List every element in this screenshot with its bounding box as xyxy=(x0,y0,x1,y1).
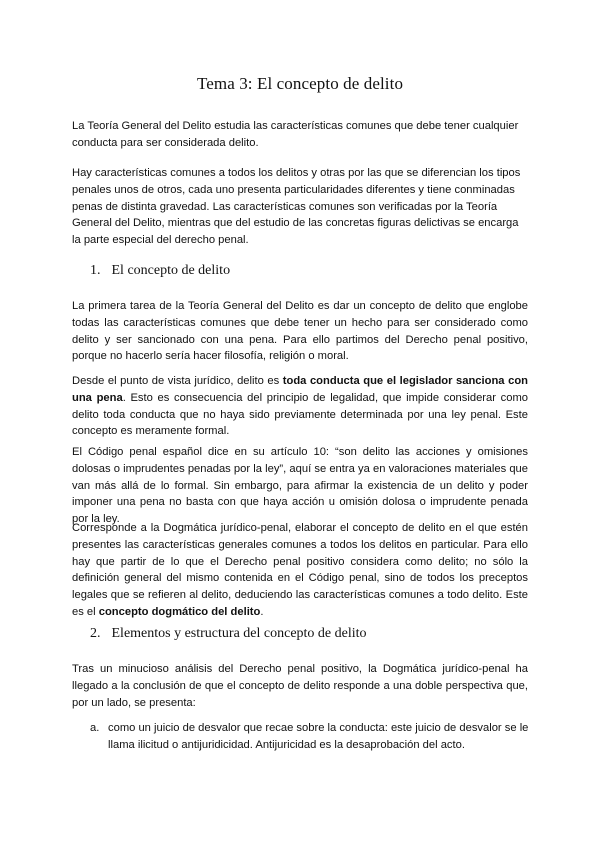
list-marker: a. xyxy=(90,722,100,734)
section-1-paragraph-2 xyxy=(72,373,528,440)
section-1-heading-text: El concepto de delito xyxy=(111,263,231,278)
paragraph-text: Desde el punto de vista jurídico, delito es xyxy=(72,375,283,387)
section-2-heading xyxy=(90,626,367,642)
paragraph-text: Corresponde a la Dogmática jurídico-penal, elaborar el concepto de delito en el que estén presentes las características generales comunes a todos los delitos en particular. Para ello hay que partir de lo que el Derecho penal positivo considera como delito; no sólo la definición general del mismo contenida en el Código penal, sino de todos los preceptos legales que se refieren al delito, deduciendo las características comunes a todo delito. Este es el xyxy=(72,522,528,618)
section-1-paragraph-1: La primera tarea de la Teoría General del Delito es dar un concepto de delito que englobe todas las características comunes que debe tener un hecho para ser considerado como delito y ser sancionado con una pena. Para ello partimos del Derecho penal positivo, porque no hacerlo sería hacer filosofía, religión o moral. xyxy=(72,300,528,363)
section-1-heading xyxy=(90,263,230,279)
paragraph-text: . Esto es consecuencia del principio de legalidad, que impide considerar como delito toda conducta que no haya sido previamente determinada por una ley penal. Este concepto es meramente formal. xyxy=(72,391,529,438)
list-item-text: como un juicio de desvalor que recae sobre la conducta: este juicio de desvalor se le llama ilicitud o antijuridicidad. Antijuricidad es la desaprobación del acto. xyxy=(108,722,529,751)
section-1-paragraph-3: El Código penal español dice en su artículo 10: “son delito las acciones y omisiones dolosas o imprudentes penadas por la ley”, aquí se entra ya en valoraciones materiales que van más allá de lo formal. Sin embargo, para afirmar la existencia de un delito y poder imponer una pena no basta con que haya acción u omisión dolosa o imprudente penada por la ley. xyxy=(72,446,528,526)
page-title: Tema 3: El concepto de delito xyxy=(196,74,404,93)
section-1-number: 1. xyxy=(90,263,101,278)
section-1-paragraph-4 xyxy=(72,520,528,621)
dogmatic-concept-emphasis: concepto dogmático del delito xyxy=(98,605,261,618)
section-2-paragraph-1: Tras un minucioso análisis del Derecho penal positivo, la Dogmática jurídico-penal ha llegado a la conclusión de que el concepto de delito responde a una doble perspectiva que, por un lado, se presenta: xyxy=(72,663,528,709)
intro-paragraph-2: Hay características comunes a todos los delitos y otras por las que se diferencian los tipos penales unos de otros, cada uno presenta particularidades diferentes y tiene conminadas penas de distinta gravedad. Las características comunes son verificadas por la Teoría General del Delito, mientras que del estudio de las concretas figuras delictivas se encarga la parte especial del derecho penal. xyxy=(72,167,521,247)
paragraph-text: . xyxy=(260,605,264,618)
intro-paragraph-1: La Teoría General del Delito estudia las características comunes que debe tener cualquier conducta para ser considerada delito. xyxy=(72,120,519,149)
section-2-number: 2. xyxy=(90,626,101,641)
section-2-heading-text: Elementos y estructura del concepto de delito xyxy=(111,626,367,641)
list-item xyxy=(90,720,530,754)
legal-definition-emphasis: toda conducta que el legislador sanciona con una pena xyxy=(72,375,528,404)
